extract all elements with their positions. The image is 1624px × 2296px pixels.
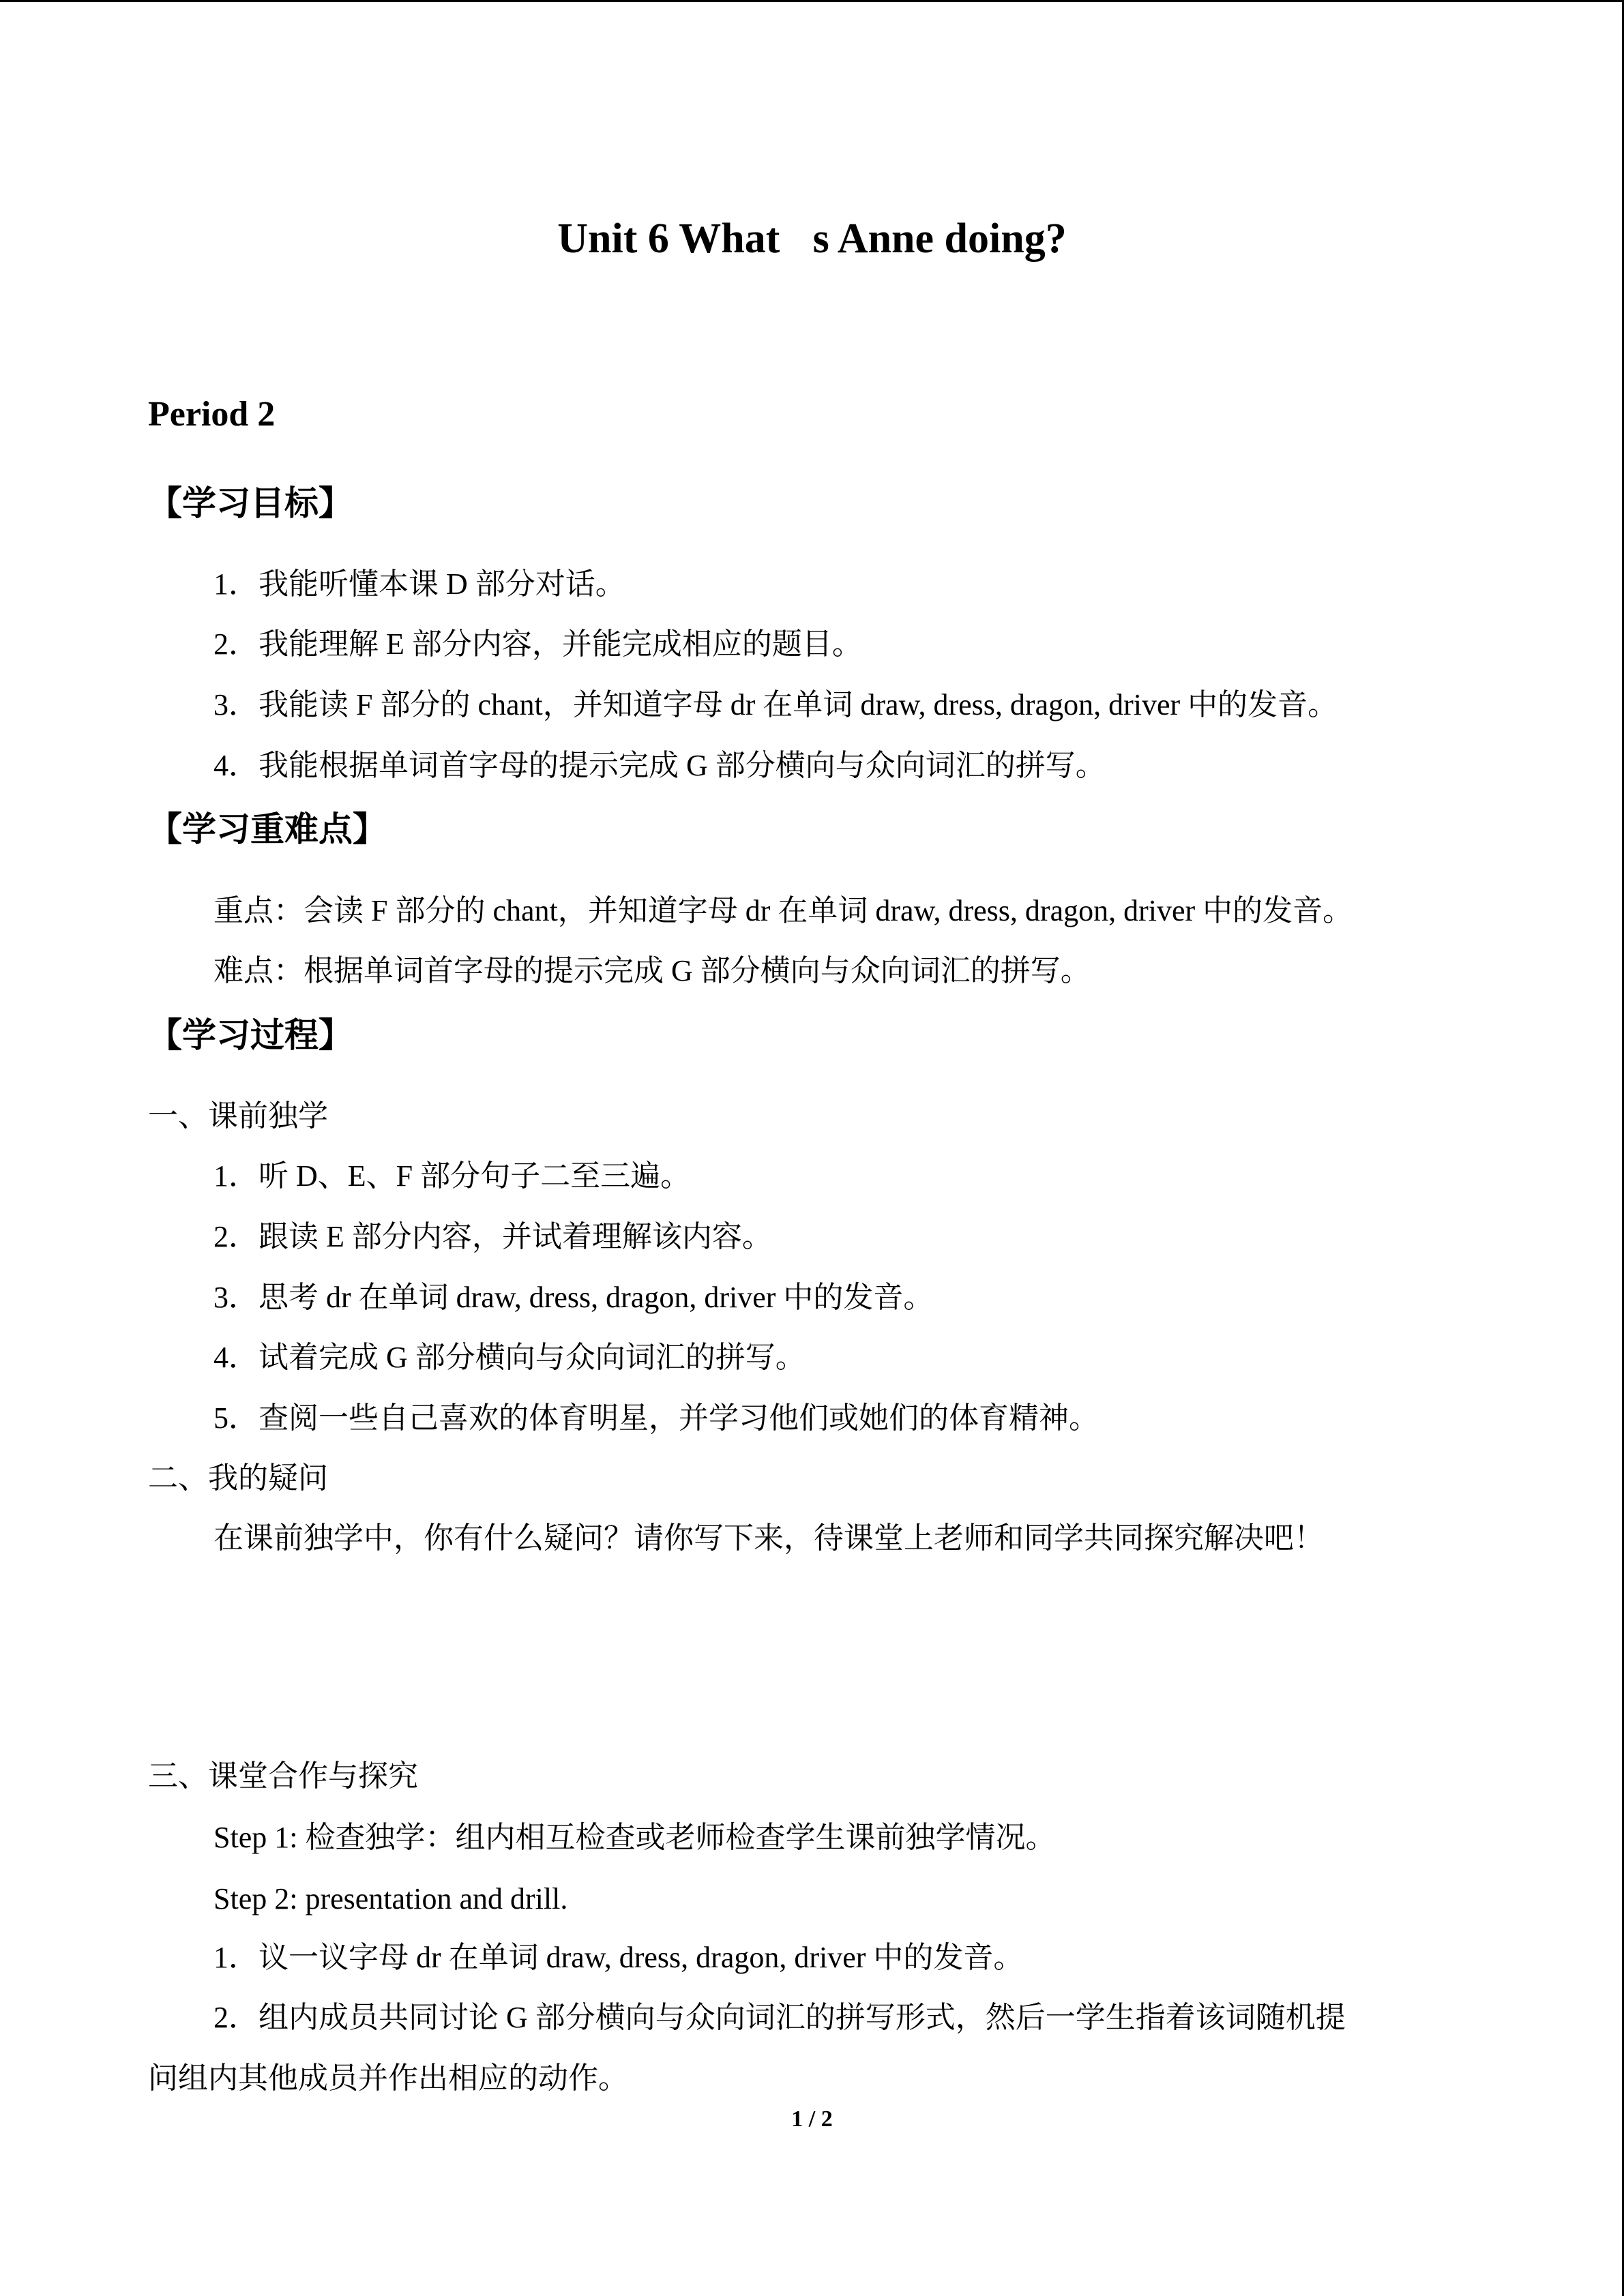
document-title: Unit 6 What s Anne doing? [557, 215, 1067, 262]
objective-item: 1．我能听懂本课 D 部分对话。 [213, 567, 625, 601]
cooperation-item: 2．组内成员共同讨论 G 部分横向与众向词汇的拼写形式，然后一学生指着该词随机提 [213, 2001, 1346, 2034]
self-study-item: 2．跟读 E 部分内容，并试着理解该内容。 [213, 1220, 772, 1253]
section-title-cooperation: 三、课堂合作与探究 [148, 1759, 418, 1793]
page-number: 1 / 2 [791, 2106, 833, 2132]
objective-item: 2．我能理解 E 部分内容，并能完成相应的题目。 [213, 627, 862, 661]
self-study-item: 4．试着完成 G 部分横向与众向词汇的拼写。 [213, 1341, 806, 1374]
questions-text: 在课前独学中，你有什么疑问？请你写下来，待课堂上老师和同学共同探究解决吧！ [213, 1521, 1324, 1555]
cooperation-item-continued: 问组内其他成员并作出相应的动作。 [148, 2061, 628, 2095]
section-title-questions: 二、我的疑问 [148, 1461, 328, 1495]
self-study-item: 1．听 D、E、F 部分句子二至三遍。 [213, 1159, 691, 1193]
step-1-text: Step 1: 检查独学：组内相互检查或老师检查学生课前独学情况。 [213, 1821, 1056, 1854]
key-points-heading: 【学习重难点】 [148, 809, 387, 849]
key-point-item: 难点：根据单词首字母的提示完成 G 部分横向与众向词汇的拼写。 [213, 954, 1091, 987]
objectives-heading: 【学习目标】 [148, 483, 353, 523]
process-heading: 【学习过程】 [148, 1015, 353, 1055]
section-title-self-study: 一、课前独学 [148, 1099, 328, 1133]
objective-item: 3．我能读 F 部分的 chant，并知道字母 dr 在单词 draw, dress, dragon, driver 中的发音。 [213, 688, 1338, 721]
objective-item: 4．我能根据单词首字母的提示完成 G 部分横向与众向词汇的拼写。 [213, 749, 1106, 782]
step-2-text: Step 2: presentation and drill. [213, 1882, 568, 1915]
period-label: Period 2 [148, 395, 276, 434]
cooperation-item: 1．议一议字母 dr 在单词 draw, dress, dragon, driver 中的发音。 [213, 1941, 1024, 1974]
self-study-item: 5．查阅一些自己喜欢的体育明星，并学习他们或她们的体育精神。 [213, 1401, 1099, 1435]
self-study-item: 3．思考 dr 在单词 draw, dress, dragon, driver 中的发音。 [213, 1281, 934, 1314]
key-point-item: 重点：会读 F 部分的 chant，并知道字母 dr 在单词 draw, dress, dragon, driver 中的发音。 [213, 894, 1353, 927]
